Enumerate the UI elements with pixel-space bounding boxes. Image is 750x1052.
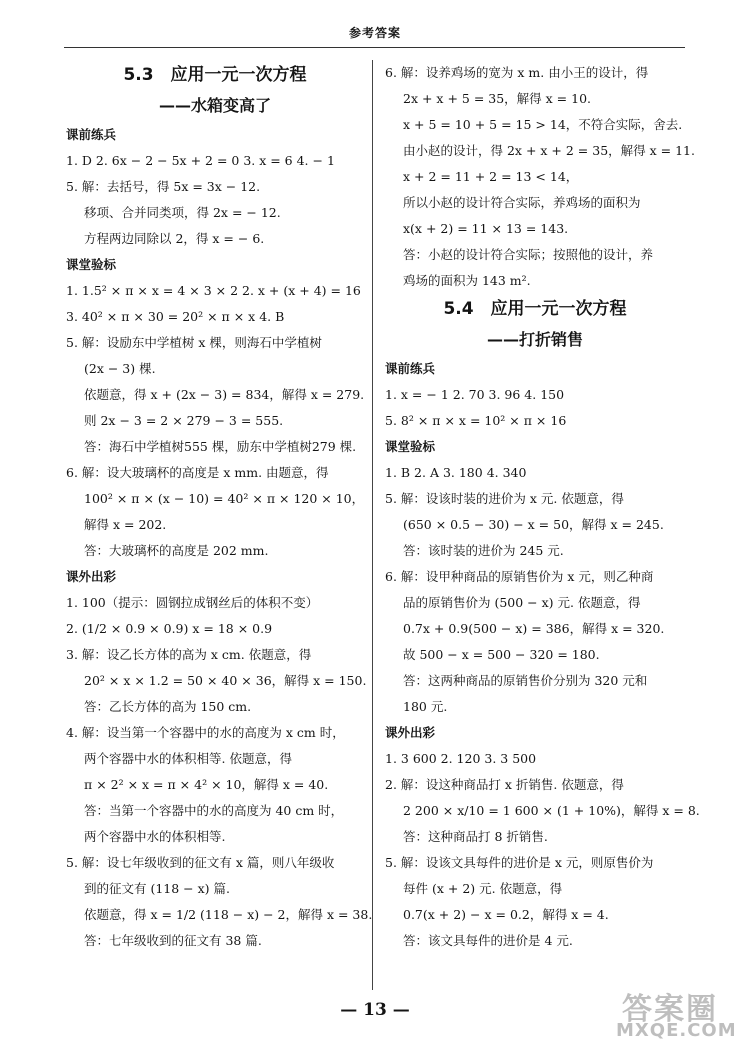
answer-line: 6. 解：设养鸡场的宽为 x m. 由小王的设计，得	[385, 65, 649, 80]
answer-line: 5. 解：设该文具每件的进价是 x 元，则原售价为	[385, 855, 654, 870]
section-subtitle: ——打折销售	[486, 330, 583, 349]
category-heading: 课堂验标	[385, 439, 436, 454]
category-heading: 课外出彩	[66, 569, 117, 584]
header-rule	[64, 47, 685, 48]
answer-line: 5. 解：设七年级收到的征文有 x 篇，则八年级收	[66, 855, 335, 870]
answer-line: 5. 解：设励东中学植树 x 棵，则海石中学植树	[66, 335, 322, 350]
answer-line: 4. 解：设当第一个容器中的水的高度为 x cm 时，	[66, 725, 345, 740]
column-divider	[372, 60, 373, 990]
answer-line-cont: 0.7(x + 2) − x = 0.2，解得 x = 4.	[403, 907, 609, 922]
answer-line-cont: 180 元.	[403, 699, 448, 714]
answer-line: 1. x = − 1 2. 70 3. 96 4. 150	[385, 387, 565, 402]
section-subtitle: ——水箱变高了	[158, 96, 271, 115]
answer-line-cont: 答：该时装的进价为 245 元.	[403, 543, 564, 558]
answer-line: 2. 解：设这种商品打 x 折销售. 依题意，得	[385, 777, 624, 792]
answer-line: 3. 解：设乙长方体的高为 x cm. 依题意，得	[66, 647, 312, 662]
answer-line-cont: 答：大玻璃杯的高度是 202 mm.	[84, 543, 269, 558]
section-title: 5.3 应用一元一次方程	[123, 65, 307, 85]
answer-line-cont: 答：当第一个容器中的水的高度为 40 cm 时，	[84, 803, 344, 818]
answer-line-cont: 答：海石中学植树555 棵，励东中学植树279 棵.	[84, 439, 357, 454]
answer-line: 1. B 2. A 3. 180 4. 340	[385, 465, 527, 480]
answer-line: 1. 1.5² × π × x = 4 × 3 × 2 2. x + (x + 4) = 16	[66, 283, 361, 298]
answer-line-cont: 移项、合并同类项，得 2x = − 12.	[84, 205, 281, 220]
answer-line-cont: 答：这种商品打 8 折销售.	[403, 829, 548, 844]
answer-line-cont: 20² × x × 1.2 = 50 × 40 × 36，解得 x = 150.	[84, 673, 367, 688]
answer-line: 5. 解：去括号，得 5x = 3x − 12.	[66, 179, 261, 194]
answer-line-cont: 100² × π × (x − 10) = 40² × π × 120 × 10，	[84, 491, 365, 506]
answer-line-cont: (650 × 0.5 − 30) − x = 50，解得 x = 245.	[403, 517, 664, 532]
category-heading: 课堂验标	[66, 257, 117, 272]
category-heading: 课前练兵	[66, 127, 117, 142]
answer-line-cont: 故 500 − x = 500 − 320 = 180.	[403, 647, 600, 662]
watermark-bottom: MXQE.COM	[616, 1020, 737, 1041]
answer-line: 1. D 2. 6x − 2 − 5x + 2 = 0 3. x = 6 4. − 1	[66, 153, 335, 168]
answer-line-cont: x + 2 = 11 + 2 = 13 < 14，	[403, 169, 579, 184]
answer-line: 6. 解：设大玻璃杯的高度是 x mm. 由题意，得	[66, 465, 329, 480]
answer-line-cont: 方程两边同除以 2，得 x = − 6.	[84, 231, 265, 246]
answer-line-cont: π × 2² × x = π × 4² × 10，解得 x = 40.	[84, 777, 329, 792]
answer-line-cont: 则 2x − 3 = 2 × 279 − 3 = 555.	[84, 413, 284, 428]
answer-line-cont: 品的原销售价为 (500 − x) 元. 依题意，得	[403, 595, 641, 610]
answer-line: 1. 3 600 2. 120 3. 3 500	[385, 751, 537, 766]
answer-line-cont: 依题意，得 x = 1/2 (118 − x) − 2，解得 x = 38.	[84, 907, 373, 922]
answer-line-cont: 每件 (x + 2) 元. 依题意，得	[403, 881, 563, 896]
watermark-logo	[616, 984, 740, 1044]
answer-line: 5. 8² × π × x = 10² × π × 16	[385, 413, 567, 428]
answer-line-cont: 2x + x + 5 = 35，解得 x = 10.	[403, 91, 591, 106]
answer-line-cont: 答：七年级收到的征文有 38 篇.	[84, 933, 262, 948]
right-column	[385, 60, 700, 954]
answer-line-cont: 依题意，得 x + (2x − 3) = 834，解得 x = 279.	[84, 387, 365, 402]
answer-line-cont: 答：乙长方体的高为 150 cm.	[84, 699, 252, 714]
running-header: 参考答案	[348, 26, 401, 40]
answer-line-cont: 两个容器中水的体积相等.	[84, 829, 226, 844]
answer-line-cont: 所以小赵的设计符合实际，养鸡场的面积为	[403, 195, 641, 210]
answer-line: 3. 40² × π × 30 = 20² × π × x 4. B	[66, 309, 285, 324]
category-heading: 课外出彩	[385, 725, 436, 740]
answer-line-cont: 0.7x + 0.9(500 − x) = 386，解得 x = 320.	[403, 621, 665, 636]
answer-line-cont: x + 5 = 10 + 5 = 15 > 14，不符合实际，舍去.	[403, 117, 683, 132]
answer-line-cont: 到的征文有 (118 − x) 篇.	[84, 881, 231, 896]
answer-line-cont: 2 200 × x/10 = 1 600 × (1 + 10%)，解得 x = 8.	[403, 803, 700, 818]
answer-line-cont: 答：该文具每件的进价是 4 元.	[403, 933, 573, 948]
watermark-top: 答案圈	[622, 992, 718, 1027]
answer-line-cont: 由小赵的设计，得 2x + x + 2 = 35，解得 x = 11.	[403, 143, 695, 158]
answer-line-cont: 两个容器中水的体积相等. 依题意，得	[84, 751, 292, 766]
answer-line: 5. 解：设该时装的进价为 x 元. 依题意，得	[385, 491, 624, 506]
answer-line-cont: 解得 x = 202.	[84, 517, 167, 532]
category-heading: 课前练兵	[385, 361, 436, 376]
answer-line: 1. 100（提示：圆钢拉成钢丝后的体积不变）	[66, 595, 319, 610]
section-title: 5.4 应用一元一次方程	[443, 299, 627, 319]
answer-line-cont: x(x + 2) = 11 × 13 = 143.	[403, 221, 569, 236]
answer-line-cont: 答：这两种商品的原销售价分别为 320 元和	[403, 673, 648, 688]
answer-line-cont: 答：小赵的设计符合实际；按照他的设计，养	[403, 247, 654, 262]
answer-line: 2. (1/2 × 0.9 × 0.9) x = 18 × 0.9	[66, 621, 273, 636]
left-column	[66, 60, 373, 954]
answer-line-cont: (2x − 3) 棵.	[84, 361, 156, 376]
answer-line: 6. 解：设甲种商品的原销售价为 x 元，则乙种商	[385, 569, 654, 584]
page-number: — 13 —	[340, 1000, 410, 1020]
answer-line-cont: 鸡场的面积为 143 m².	[403, 273, 531, 288]
